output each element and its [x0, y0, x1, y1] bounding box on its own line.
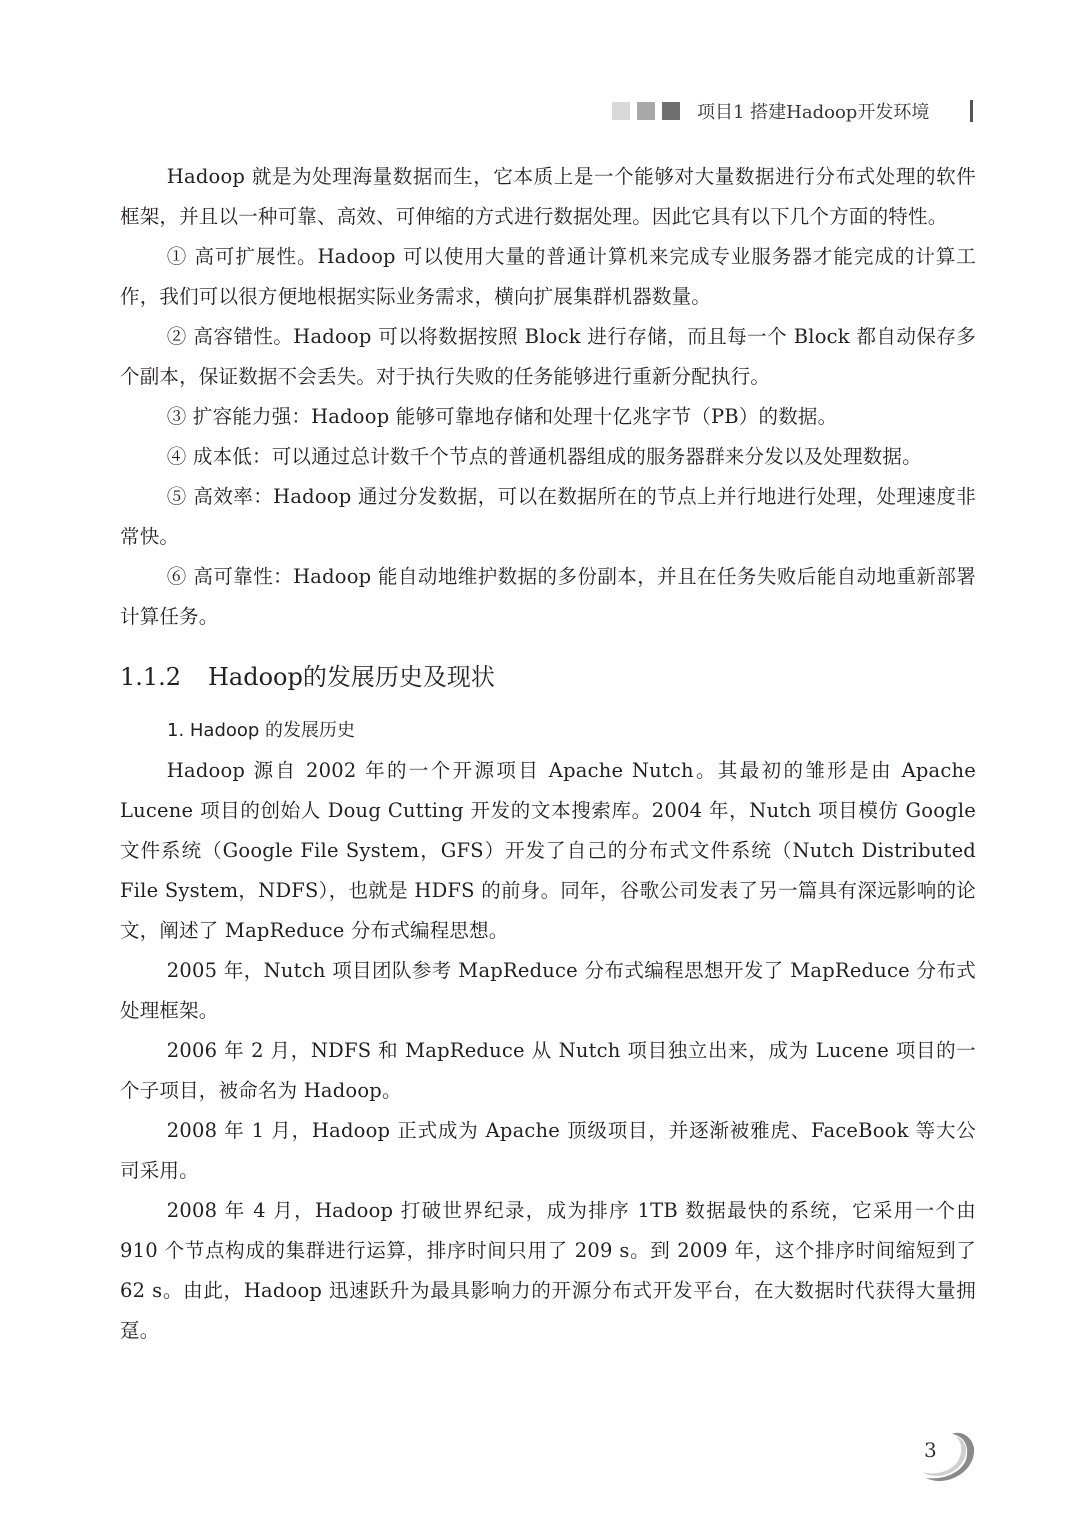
section-heading	[120, 657, 976, 697]
page-body	[120, 157, 976, 1351]
paragraph-intro: Hadoop 就是为处理海量数据而生，它本质上是一个能够对大量数据进行分布式处理的软件框架，并且以一种可靠、高效、可伸缩的方式进行数据处理。因此它具有以下几个方面的特性。	[120, 165, 976, 228]
header-square-medium	[637, 102, 655, 120]
feature-scalability: ① 高可扩展性。Hadoop 可以使用大量的普通计算机来完成专业服务器才能完成的计算工作，我们可以很方便地根据实际业务需求，横向扩展集群机器数量。	[120, 245, 976, 308]
history-paragraph-2005: 2005 年，Nutch 项目团队参考 MapReduce 分布式编程思想开发了 MapReduce 分布式处理框架。	[120, 959, 976, 1022]
history-paragraph-2008-apr: 2008 年 4 月，Hadoop 打破世界纪录，成为排序 1TB 数据最快的系统，它采用一个由 910 个节点构成的集群进行运算，排序时间只用了 209 s。到 2009 年，这个排序时间缩短到了 62 s。由此，Hadoop 迅速跃升为最具影响力的开源分布式开发平台，在大数据时代获得大量拥趸。	[120, 1199, 976, 1342]
history-paragraph-origin: Hadoop 源自 2002 年的一个开源项目 Apache Nutch。其最初的雏形是由 Apache Lucene 项目的创始人 Doug Cutting 开发的文本搜索库。2004 年，Nutch 项目模仿 Google 文件系统（Google File System，GFS）开发了自己的分布式文件系统（Nutch Distributed File System，NDFS），也就是 HDFS 的前身。同年，谷歌公司发表了另一篇具有深远影响的论文，阐述了 MapReduce 分布式编程思想。	[120, 759, 976, 942]
history-paragraph-2008-jan: 2008 年 1 月，Hadoop 正式成为 Apache 顶级项目，并逐渐被雅虎、FaceBook 等大公司采用。	[120, 1119, 976, 1182]
feature-low-cost: ④ 成本低：可以通过总计数千个节点的普通机器组成的服务器群来分发以及处理数据。	[166, 445, 922, 468]
feature-capacity: ③ 扩容能力强：Hadoop 能够可靠地存储和处理十亿兆字节（PB）的数据。	[166, 405, 838, 428]
page-number: 3	[924, 1438, 937, 1462]
header-square-light	[612, 102, 630, 120]
section-title: Hadoop的发展历史及现状	[208, 663, 495, 691]
history-paragraph-2006: 2006 年 2 月，NDFS 和 MapReduce 从 Nutch 项目独立出来，成为 Lucene 项目的一个子项目，被命名为 Hadoop。	[120, 1039, 976, 1102]
page-swoosh-icon	[912, 1428, 978, 1488]
feature-fault-tolerance: ② 高容错性。Hadoop 可以将数据按照 Block 进行存储，而且每一个 Block 都自动保存多个副本，保证数据不会丢失。对于执行失败的任务能够进行重新分配执行。	[120, 325, 976, 388]
header-divider	[970, 100, 973, 122]
running-header	[0, 92, 1092, 132]
header-title: 项目1 搭建Hadoop开发环境	[697, 102, 930, 123]
section-number: 1.1.2	[120, 663, 182, 691]
feature-reliability: ⑥ 高可靠性：Hadoop 能自动地维护数据的多份副本，并且在任务失败后能自动地重新部署计算任务。	[120, 565, 976, 628]
page-number-badge	[912, 1428, 978, 1488]
header-square-dark	[662, 102, 680, 120]
subsection-heading: 1. Hadoop 的发展历史	[167, 720, 356, 741]
feature-efficiency: ⑤ 高效率：Hadoop 通过分发数据，可以在数据所在的节点上并行地进行处理，处理速度非常快。	[120, 485, 976, 548]
